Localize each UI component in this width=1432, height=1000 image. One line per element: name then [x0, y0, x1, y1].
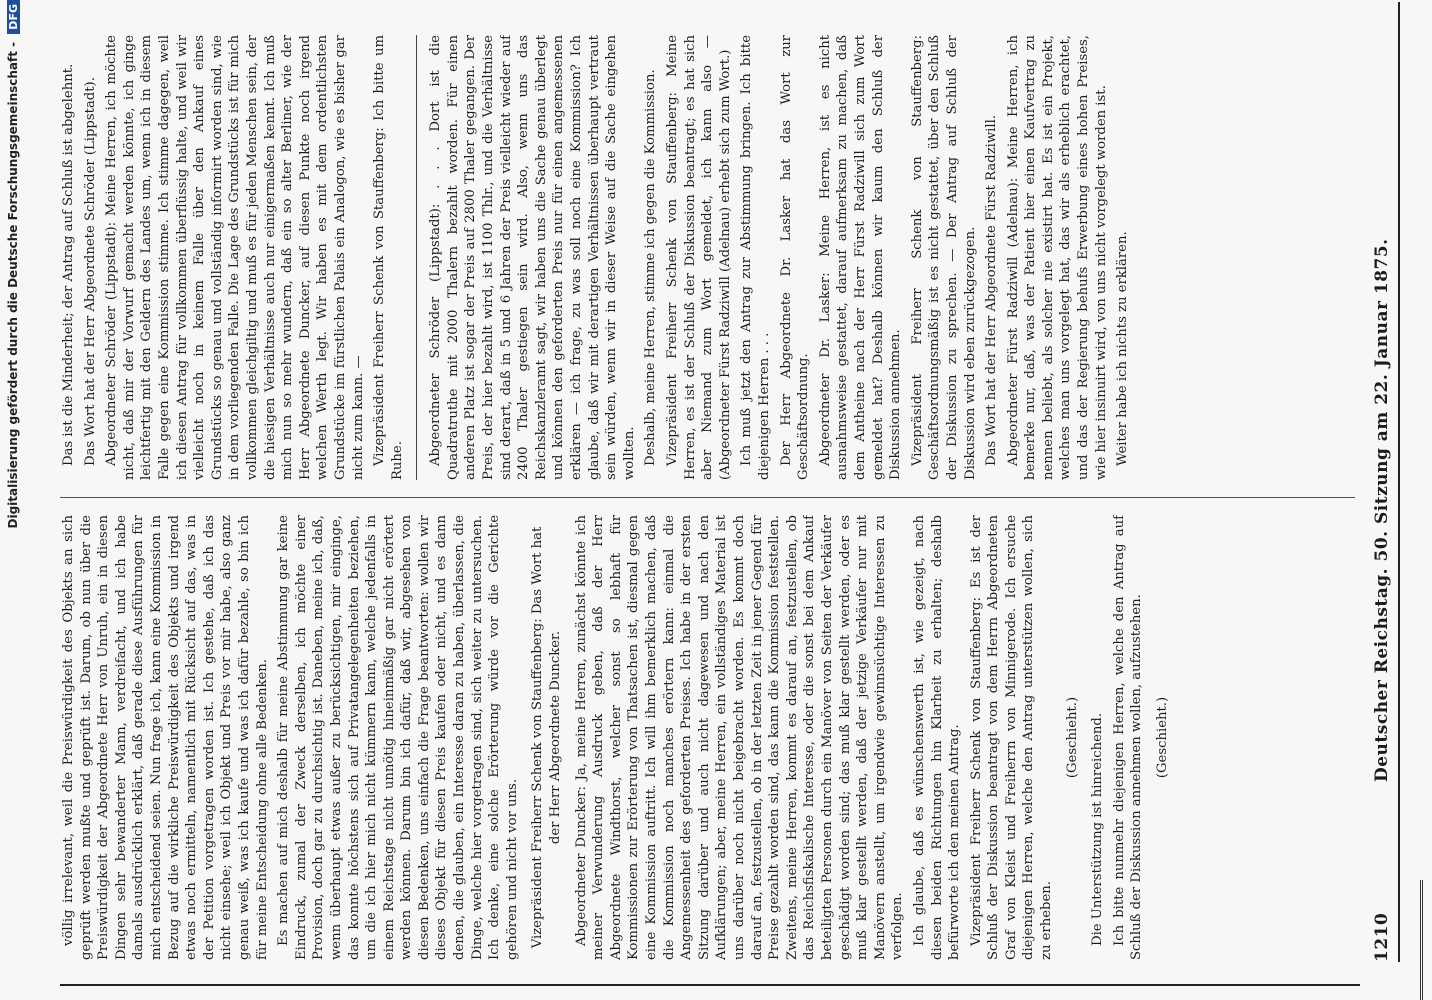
left-column: [60, 515, 1350, 960]
paragraph: Deshalb, meine Herren, stimme ich gegen die Kommission.: [643, 69, 659, 466]
paragraph: Das Wort hat der Herr Abgeordnete Fürst Radziwill.: [984, 114, 1000, 466]
paragraph: Das ist die Minderheit; der Antrag auf Schluß ist abgelehnt.: [61, 63, 76, 466]
column-divider: [60, 497, 1355, 498]
paragraph: Abgeordneter Dr. Lasker: Meine Herren, ist es nicht ausnahmsweise gestattet, darauf aufmerksam zu machen, daß dem Antheine nach der Herr Fürst Radziwill sich zum Wort gemeldet hat? Deshalb können wir kaum den Schluß der Diskussion annehmen.: [817, 35, 904, 480]
running-title: Deutscher Reichstag. 50. Sitzung am 22. Januar 1875.: [1372, 238, 1392, 782]
left-margin-rule: [60, 984, 1360, 994]
paragraph: Das Wort hat der Herr Abgeordnete Schröder (Lippstadt).: [82, 77, 98, 466]
paragraph: Es machen auf mich deshalb für meine Abstimmung gar keine Eindruck, zumal der Zweck derselben, ich möchte einer Provision, doch gar zu durchsichtig ist. Daneben, meine ich, daß, wenn überhaupt etwas außer zu berücksichtigen, mir einginge, das konnte höchstens sich auf Privatangelegenheiten beziehen, um die ich hier mich nicht kümmern kann, welche jedenfalls in einem Reichstage nicht unnötig hineinmäßig gar nicht erörtert werden können. Darum bin ich dafür, daß wir, abgesehen von diesen Bedenken, uns einfach die Frage beantworten: wollen wir dieses Objekt für diesen Preis kaufen oder nicht, und es dann denen, die glauben, ein Interesse daran zu haben, überlassen, die Dinge, welche hier vorgetragen sind, sich weiter zu untersuchen. Ich denke, eine solche Erörterung würde vor die Gerichte gehören und nicht vor uns.: [276, 515, 520, 960]
stage-direction: (Geschieht.): [1064, 696, 1080, 779]
speaker-heading: Vizepräsident Freiherr Schenk von Stauffenberg: Meine Herren, es ist der Schluß der Diskussion beantragt; es hat sich aber Niemand zum Wort gemeldet, ich kann also — (Abgeordneter Fürst Radziwill (Adelnau) erhebt sich zum Wort.): [665, 35, 733, 480]
paragraph: Abgeordneter Schröder (Lippstadt): Meine Herren, ich möchte nicht, daß mir der Vorwurf gemacht werden könnte, ich ginge leichtfertig mit den Geldern des Landes um, wenn ich in diesem Falle gegen eine Kommission stimme. Ich stimme dagegen, weil ich diesen Antrag für vollkommen überflüssig halte, und weil wir vielleicht noch in keinem Falle über den Ankauf eines Grundstücks so genau und vollständig informirt worden sind, wie in dem vorliegenden Falle. Die Lage des Grundstücks ist für mich vollkommen gleichgiltig und muß es für jeden Menschen sein, der die hiesigen Verhältnisse auch nur einigermaßen kennt. Ich muß mich nun so mehr wundern, daß ein so alter Berliner, wie der Herr Abgeordnete Duncker, auf diesen Punkte noch irgend welchen Werth legt. Wir haben es mit dem ordentlichsten Grundstücke im fürstlichen Palais ein Analogon, wie es bisher gar nicht zum kann. —: [104, 35, 366, 480]
page-header: [1368, 2, 1400, 962]
stage-direction: (Geschieht.): [1155, 696, 1171, 779]
paragraph: Die Unterstützung ist hinreichend.: [1090, 712, 1106, 946]
page-number: 1210: [1372, 912, 1392, 962]
credit-text: Digitalisierung gefördert durch die Deutsche Forschungsgemeinschaft -: [6, 41, 20, 529]
dfg-badge: DFG: [7, 0, 20, 34]
paragraph: Ich glaube, daß es wünschenswerth ist, wie gezeigt, nach diesen beiden Richtungen hin Klarheit zu erhalten; deshalb befürworte ich den meinen Antrag.: [911, 515, 963, 960]
digitization-credit: [6, 0, 24, 960]
paragraph: völlig irrelevant, weil die Preiswürdigkeit des Objekts an sich geprüft werden mußte und geprüft ist. Darum, ob nun über die Preiswürdigkeit der Abgeordnete Herr von Unruh, ein in diesen Dingen sehr bewanderter Mann, verdreifacht, und ich habe damals ausdrücklich erklärt, daß gerade diese Ausführungen für mich entscheidend seien. Nun frage ich, kann eine Kommission in Bezug auf die wirkliche Preiswürdigkeit des Objekts und irgend etwas noch ermitteln, namentlich mit Rücksicht auf das, was in der Petition vorgetragen worden ist. Ich gestehe, daß ich das nicht einsehe; weil ich Objekt und Preis vor mir habe, also ganz genau weiß, was ich kaufe und was ich dafür bezahle, so bin ich für meine Entscheidung ohne alle Bedenken.: [61, 515, 270, 960]
paragraph: Abgeordneter Schröder (Lippstadt): . . . Dort ist die Quadratruthe mit 2000 Thalern bezahlt worden. Für einen anderen Platz ist sogar der Preis auf 2800 Thaler gegangen. Der Preis, der hier bezahlt wird, ist 1100 Thlr., und die Verhältnisse sind derart, daß in 5 und 6 Jahren der Preis vielleicht wieder auf 2400 Thaler gestiegen sein wird. Also, wenn uns das Reichskanzleramt sagt, wir haben uns die Sache genau überlegt und können den geforderten Preis nur für einen angemessenen erklären — ich frage, zu was soll noch eine Kommission? Ich glaube, daß wir mit derartigen Verhältnissen überhaupt vertraut sein würden, wenn wir in dieser Weise auf die Sache eingehen wollten.: [428, 35, 637, 480]
paragraph: Der Herr Abgeordnete Dr. Lasker hat das Wort zur Geschäftsordnung.: [778, 35, 812, 480]
paragraph: Ich bitte nunmehr diejenigen Herren, welche den Antrag auf Schluß der Diskussion annehmen wollen, aufzustehen.: [1111, 515, 1145, 960]
speaker-heading: Vizepräsident Freiherr Schenk von Stauffenberg: Ich bitte um Ruhe.: [372, 35, 405, 480]
speaker-heading: Vizepräsident Freiherr Schenk von Stauffenberg: Geschäftsordnungsmäßig ist es nicht gestattet, über den Schluß der Diskussion zu sprechen. — Der Antrag auf Schluß der Diskussion wird eben zurückgezogen.: [909, 35, 978, 480]
paragraph: Weiter habe ich nichts zu erklären.: [1115, 231, 1131, 466]
speaker-heading: Vizepräsident Freiherr Schenk von Stauffenberg: Das Wort hat der Herr Abgeordnete Duncker.: [530, 526, 564, 949]
paragraph: Abgeordneter Duncker: Ja, meine Herren, zunächst könnte ich meiner Verwunderung Ausdruck geben, daß der Herr Abgeordnete Windthorst, welcher sonst so lebhaft für Kommissionen zur Erörterung von Thatsachen ist, diesmal gegen eine Kommission auftritt. Ich will ihm bemerklich machen, daß die Kommission noch manches erörtern kann: einmal die Angemessenheit des geforderten Preises. Ich habe in der ersten Sitzung darüber und auch nicht dagewesen und nach den Aufklärungen; aber, meine Herren, ein vollständiges Material ist uns darüber noch nicht beigebracht worden. Es kommt doch darauf an, festzustellen, ob in der letzten Zeit in jener Gegend für Preise gezahlt worden sind, das kann die Kommission feststellen. Zweitens, meine Herren, kommt es darauf an, festzustellen, ob das Reichsfiskalische Interesse, oder die sonst bei dem Ankauf beteiligten Personen durch ein Manöver von Seiten der Verkäufer geschädigt worden sind; das muß klar gestellt werden, oder es muß klar gestellt werden, daß der jetzige Verkäufer nur mit Manövern anstellt, um irgendwie gewinnsüchtige Interessen zu verfolgen.: [573, 515, 906, 960]
speaker-heading: Vizepräsident Freiherr Schenk von Stauffenberg: Es ist der Schluß der Diskussion beantragt von dem Herrn Abgeordneten Graf von Kleist und Freiherrn von Minnigerode. Ich ersuche diejenigen Herren, welche den Antrag unterstützen wollen, sich zu erheben.: [968, 515, 1055, 960]
section-rule: [416, 35, 417, 480]
paragraph: Abgeordneter Fürst Radziwill (Adelnau): Meine Herren, ich bemerke nur, daß, was der Patient hier einen Kaufvertrag zu nennen beliebt, als solcher nie existirt hat. Es ist ein Projekt, welches man uns vorgelegt hat, das wir als erheblich erachtet, und das der Regierung behufs Erwerbung eines hohen Preises, wie hier insinuirt wird, von uns nicht vorgelegt worden ist.: [1005, 35, 1109, 480]
right-column: [60, 35, 1350, 480]
top-rule: [1420, 880, 1431, 1000]
paragraph: Ich muß jetzt den Antrag zur Abstimmung bringen. Ich bitte diejenigen Herren . . .: [739, 35, 772, 480]
